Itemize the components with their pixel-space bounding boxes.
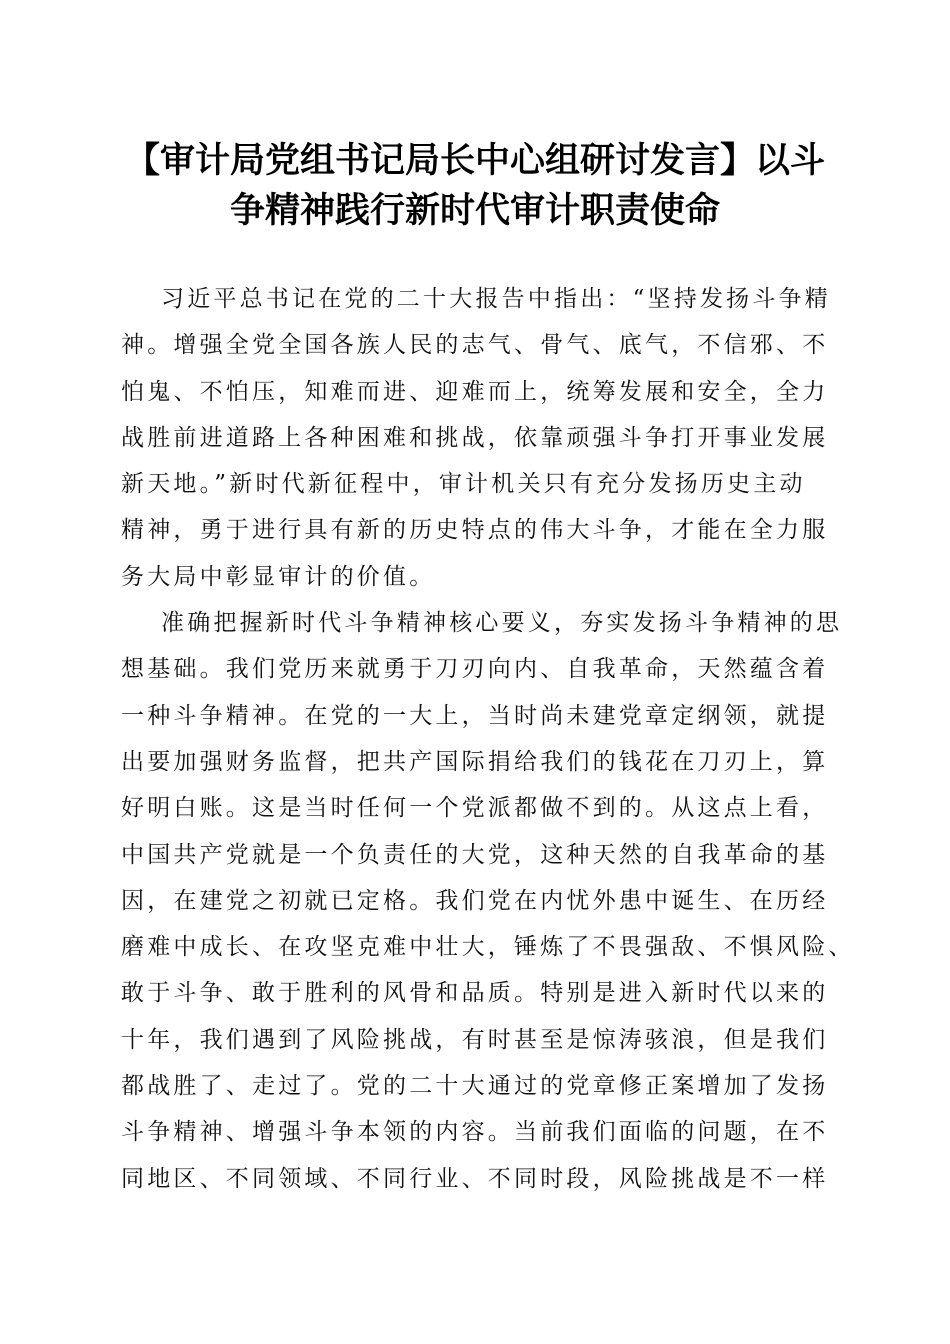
document-body	[121, 276, 855, 1202]
document-title	[100, 136, 850, 236]
paragraph-line: 中国共产党就是一个负责任的大党，这种天然的自我革命的基	[121, 841, 829, 868]
paragraph-line: 同地区、不同领域、不同行业、不同时段，风险挑战是不一样	[121, 1165, 829, 1192]
paragraph-line: 出要加强财务监督，把共产国际捐给我们的钱花在刀刃上，算	[121, 748, 829, 775]
paragraph-line: 好明白账。这是当时任何一个党派都做不到的。从这点上看，	[121, 795, 829, 822]
paragraph-line: 怕鬼、不怕压，知难而进、迎难而上，统筹发展和安全，全力	[121, 378, 829, 405]
paragraph-1	[121, 276, 841, 600]
paragraph-2	[121, 600, 855, 1202]
paragraph-line: 磨难中成长、在攻坚克难中壮大，锤炼了不畏强敌、不惧风险、	[121, 934, 855, 961]
paragraph-line: 都战胜了、走过了。党的二十大通过的党章修正案增加了发扬	[121, 1073, 829, 1100]
paragraph-line: 因，在建党之初就已定格。我们党在内忧外患中诞生、在历经	[121, 887, 829, 914]
paragraph-line: 新天地。”新时代新征程中，审计机关只有充分发扬历史主动	[121, 471, 806, 498]
paragraph-line: 敢于斗争、敢于胜利的风骨和品质。特别是进入新时代以来的	[121, 980, 829, 1007]
paragraph-line: 习近平总书记在党的二十大报告中指出：“坚持发扬斗争精	[161, 286, 831, 312]
paragraph-line: 准确把握新时代斗争精神核心要义，夯实发扬斗争精神的思	[161, 610, 843, 637]
paragraph-line: 神。增强全党全国各族人民的志气、骨气、底气，不信邪、不	[121, 332, 829, 359]
paragraph-line: 战胜前进道路上各种困难和挑战，依靠顽强斗争打开事业发展	[121, 424, 829, 451]
title-line: 争精神践行新时代审计职责使命	[229, 191, 720, 231]
paragraph-line: 十年，我们遇到了风险挑战，有时甚至是惊涛骇浪，但是我们	[121, 1026, 829, 1053]
paragraph-line: 斗争精神、增强斗争本领的内容。当前我们面临的问题，在不	[121, 1119, 829, 1146]
paragraph-line: 务大局中彰显审计的价值。	[121, 563, 436, 590]
title-line: 【审计局党组书记局长中心组研讨发言】以斗	[124, 141, 825, 181]
paragraph-line: 精神，勇于进行具有新的历史特点的伟大斗争，才能在全力服	[121, 517, 829, 544]
paragraph-line: 一种斗争精神。在党的一大上，当时尚未建党章定纲领，就提	[121, 702, 829, 729]
paragraph-line: 想基础。我们党历来就勇于刀刃向内、自我革命，天然蕴含着	[121, 656, 829, 683]
